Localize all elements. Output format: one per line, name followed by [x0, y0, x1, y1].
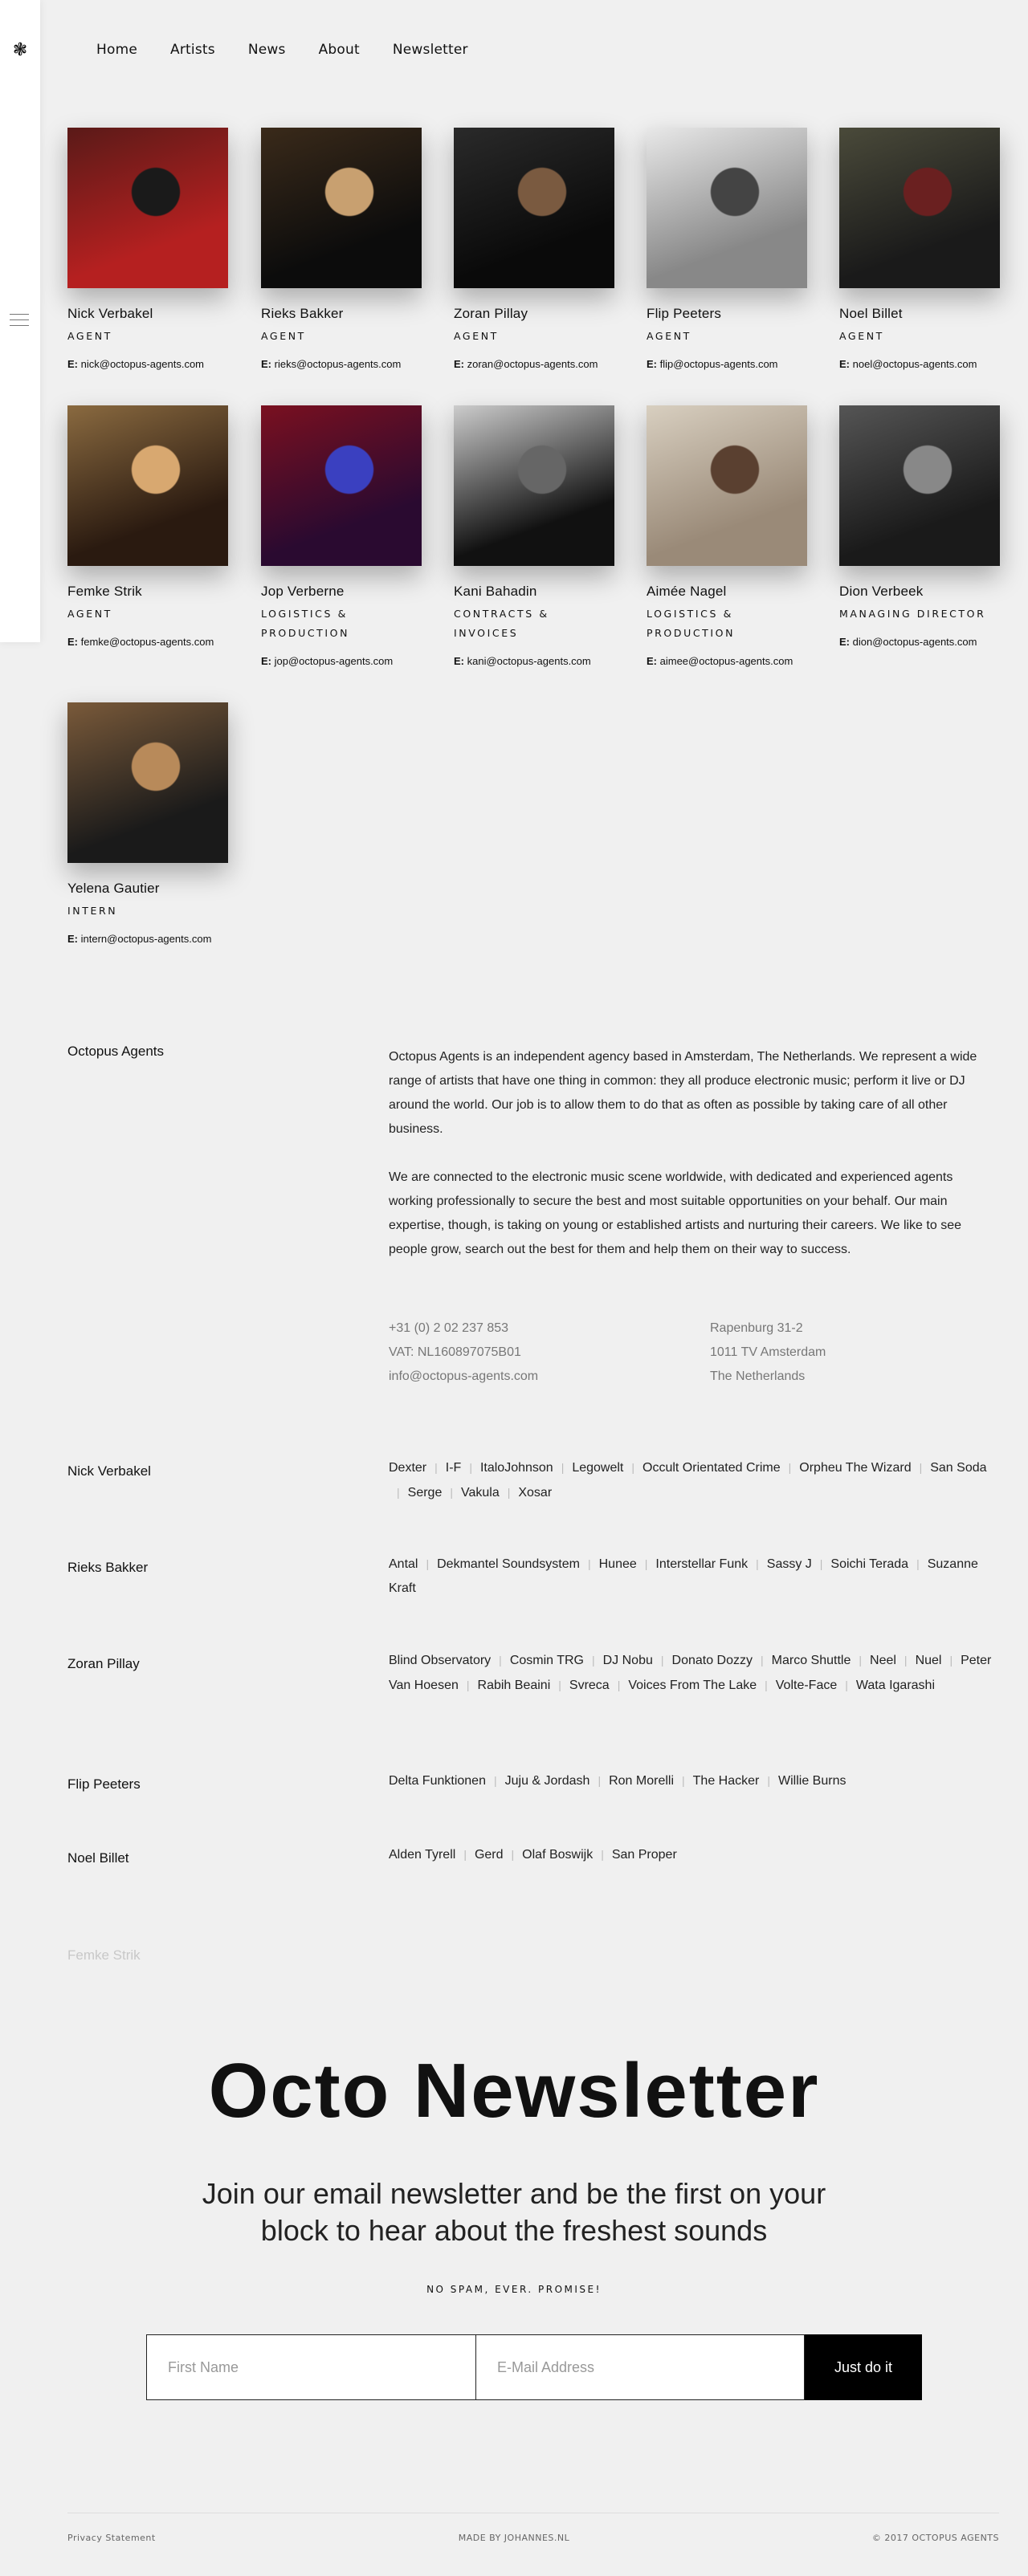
artist-link[interactable]: Legowelt — [572, 1461, 624, 1475]
privacy-link[interactable]: Privacy Statement — [67, 2533, 156, 2543]
artist-separator: | — [558, 1679, 561, 1691]
team-name: Kani Bahadin — [454, 584, 537, 599]
team-card — [261, 405, 422, 667]
roster-artists — [389, 1455, 999, 1505]
team-email[interactable]: E: noel@octopus-agents.com — [839, 358, 977, 370]
artist-link[interactable]: Gerd — [474, 1848, 504, 1862]
team-email[interactable]: E: femke@octopus-agents.com — [67, 636, 214, 648]
main-nav — [96, 42, 501, 58]
roster-artists — [389, 1768, 999, 1793]
team-email[interactable]: E: zoran@octopus-agents.com — [454, 358, 598, 370]
nav-news[interactable]: News — [247, 42, 286, 58]
team-card — [839, 128, 1000, 370]
artist-link[interactable]: Soichi Terada — [830, 1557, 909, 1571]
octopus-logo-icon[interactable]: ❃ — [12, 40, 28, 60]
artist-link[interactable]: The Hacker — [692, 1774, 760, 1788]
team-email[interactable]: E: aimee@octopus-agents.com — [647, 655, 793, 667]
artist-link[interactable]: Dexter — [389, 1461, 427, 1475]
team-name: Aimée Nagel — [647, 584, 727, 599]
address-city: 1011 TV Amsterdam — [710, 1345, 826, 1359]
artist-separator: | — [469, 1461, 472, 1474]
artist-separator: | — [845, 1679, 848, 1691]
artist-link[interactable]: San Proper — [611, 1848, 677, 1862]
team-card — [647, 405, 807, 667]
about-heading: Octopus Agents — [67, 1044, 165, 1059]
team-name: Dion Verbeek — [839, 584, 924, 599]
made-by-link[interactable]: MADE BY JOHANNES.NL — [458, 2533, 570, 2543]
artist-separator: | — [561, 1461, 565, 1474]
about-paragraph: We are connected to the electronic music scene worldwide, with dedicated and experienced agents working professionally to secure the best and most suitable opportunities on your behalf. Our main expertise, though, is taking on young or established artists and nurturing their careers. We like to see people grow, search out the best for them and help them on their way to success. — [389, 1170, 961, 1256]
nav-about[interactable]: About — [318, 42, 360, 58]
artist-separator: | — [660, 1654, 664, 1666]
team-card — [67, 128, 228, 370]
artist-separator: | — [631, 1461, 635, 1474]
team-role: AGENT — [67, 608, 112, 620]
artist-separator: | — [434, 1461, 438, 1474]
team-email[interactable]: E: jop@octopus-agents.com — [261, 655, 394, 667]
newsletter-subtitle: Join our email newsletter and be the first on your block to hear about the freshest sounds — [202, 2177, 826, 2247]
team-name: Yelena Gautier — [67, 881, 160, 896]
team-photo[interactable] — [647, 128, 807, 288]
artist-link[interactable]: DJ Nobu — [602, 1654, 653, 1667]
artist-separator: | — [507, 1486, 511, 1499]
artist-link[interactable]: Cosmin TRG — [509, 1654, 584, 1667]
artist-link[interactable]: Juju & Jordash — [504, 1774, 590, 1788]
roster-agent: Flip Peeters — [67, 1776, 141, 1792]
address-street: Rapenburg 31-2 — [710, 1321, 803, 1335]
artist-link[interactable]: Delta Funktionen — [389, 1774, 486, 1788]
roster-agent: Zoran Pillay — [67, 1656, 140, 1671]
team-card — [261, 128, 422, 370]
artist-link[interactable]: Volte-Face — [775, 1679, 838, 1692]
menu-icon[interactable] — [10, 309, 29, 328]
newsletter-note: NO SPAM, EVER. PROMISE! — [426, 2284, 602, 2295]
team-photo[interactable] — [67, 405, 228, 566]
team-role: LOGISTICS & PRODUCTION — [647, 608, 736, 639]
nav-artists[interactable]: Artists — [170, 42, 215, 58]
artist-link[interactable]: Alden Tyrell — [389, 1848, 456, 1862]
artist-separator: | — [682, 1774, 685, 1787]
artist-separator: | — [761, 1654, 764, 1666]
artist-link[interactable]: Hunee — [598, 1557, 637, 1571]
team-photo[interactable] — [261, 405, 422, 566]
artist-separator: | — [466, 1679, 470, 1691]
artist-separator: | — [644, 1557, 648, 1570]
team-role: INTERN — [67, 905, 118, 917]
team-name: Jop Verberne — [261, 584, 345, 599]
team-card — [647, 128, 807, 370]
artist-link[interactable]: Nuel — [915, 1654, 942, 1667]
team-photo[interactable] — [67, 702, 228, 863]
nav-home[interactable]: Home — [96, 42, 138, 58]
artist-separator: | — [765, 1679, 768, 1691]
artist-link[interactable]: Ron Morelli — [609, 1774, 675, 1788]
artist-link[interactable]: San Soda — [930, 1461, 987, 1475]
artist-separator: | — [598, 1774, 602, 1787]
vat-number: VAT: NL160897075B01 — [389, 1345, 521, 1359]
artist-link[interactable]: Wata Igarashi — [855, 1679, 935, 1692]
roster-agent: Rieks Bakker — [67, 1560, 149, 1575]
artist-link[interactable]: Blind Observatory — [389, 1654, 492, 1667]
team-email[interactable]: E: flip@octopus-agents.com — [647, 358, 778, 370]
artist-link[interactable]: Peter Van Hoesen — [389, 1654, 992, 1692]
artist-link[interactable]: Rabih Beaini — [477, 1679, 551, 1692]
artist-link[interactable]: Xosar — [518, 1486, 553, 1500]
team-name: Rieks Bakker — [261, 306, 344, 321]
team-role: AGENT — [647, 330, 691, 342]
artist-separator: | — [587, 1557, 591, 1570]
roster-agent: Nick Verbakel — [67, 1463, 151, 1479]
team-photo[interactable] — [261, 128, 422, 288]
artist-link[interactable]: I-F — [445, 1461, 462, 1475]
artist-link[interactable]: Svreca — [569, 1679, 610, 1692]
artist-separator: | — [426, 1557, 430, 1570]
subscribe-button[interactable]: Just do it — [805, 2334, 922, 2400]
team-photo[interactable] — [454, 405, 614, 566]
email-input[interactable] — [475, 2334, 805, 2400]
artist-link[interactable]: Occult Orientated Crime — [642, 1461, 781, 1475]
team-name: Nick Verbakel — [67, 306, 153, 321]
artist-separator: | — [601, 1848, 604, 1861]
artist-separator: | — [788, 1461, 792, 1474]
artist-link[interactable]: Willie Burns — [778, 1774, 846, 1788]
artist-separator: | — [904, 1654, 908, 1666]
artist-separator: | — [919, 1461, 923, 1474]
team-role: AGENT — [261, 330, 306, 342]
team-role: CONTRACTS & INVOICES — [454, 608, 549, 639]
artist-separator: | — [450, 1486, 453, 1499]
team-role: AGENT — [67, 330, 112, 342]
team-name: Noel Billet — [839, 306, 903, 321]
team-photo[interactable] — [454, 128, 614, 288]
artist-separator: | — [949, 1654, 953, 1666]
team-role: AGENT — [839, 330, 884, 342]
team-email[interactable]: E: rieks@octopus-agents.com — [261, 358, 402, 370]
team-email[interactable]: E: intern@octopus-agents.com — [67, 933, 212, 945]
nav-newsletter[interactable]: Newsletter — [392, 42, 468, 58]
artist-link[interactable]: Serge — [407, 1486, 443, 1500]
artist-separator: | — [511, 1848, 515, 1861]
contact-email[interactable]: info@octopus-agents.com — [389, 1369, 539, 1383]
team-name: Flip Peeters — [647, 306, 722, 321]
team-name: Zoran Pillay — [454, 306, 528, 321]
roster-artists — [389, 1552, 999, 1601]
team-card — [454, 128, 614, 370]
team-role: MANAGING DIRECTOR — [839, 608, 986, 620]
team-card — [67, 405, 228, 648]
artist-link[interactable]: Vakula — [460, 1486, 500, 1500]
sidebar — [0, 0, 40, 642]
team-card — [67, 702, 228, 945]
artist-link[interactable]: ItaloJohnson — [479, 1461, 553, 1475]
newsletter-title: Octo Newsletter — [208, 2048, 820, 2134]
team-photo[interactable] — [839, 128, 1000, 288]
artist-separator: | — [493, 1774, 497, 1787]
artist-separator: | — [397, 1486, 400, 1499]
phone-number[interactable]: +31 (0) 2 02 237 853 — [389, 1321, 509, 1335]
team-role: LOGISTICS & PRODUCTION — [261, 608, 350, 639]
artist-link[interactable]: Voices From The Lake — [628, 1679, 757, 1692]
roster-agent: Femke Strik — [67, 1947, 141, 1963]
team-email[interactable]: E: nick@octopus-agents.com — [67, 358, 205, 370]
artist-separator: | — [499, 1654, 502, 1666]
roster-artists — [389, 1842, 999, 1867]
about-text — [389, 1045, 999, 1286]
artist-separator: | — [756, 1557, 759, 1570]
team-email[interactable]: E: dion@octopus-agents.com — [839, 636, 977, 648]
team-email[interactable]: E: kani@octopus-agents.com — [454, 655, 591, 667]
roster-artists — [389, 1648, 999, 1698]
artist-separator: | — [859, 1654, 863, 1666]
artist-separator: | — [767, 1774, 770, 1787]
artist-separator: | — [916, 1557, 920, 1570]
artist-separator: | — [819, 1557, 823, 1570]
artist-separator: | — [591, 1654, 595, 1666]
artist-link[interactable]: Antal — [389, 1557, 418, 1571]
artist-link[interactable]: Suzanne Kraft — [389, 1557, 978, 1595]
artist-link[interactable]: Interstellar Funk — [655, 1557, 749, 1571]
artist-link[interactable]: Donato Dozzy — [671, 1654, 753, 1667]
team-photo[interactable] — [647, 405, 807, 566]
artist-link[interactable]: Marco Shuttle — [771, 1654, 851, 1667]
artist-link[interactable]: Neel — [870, 1654, 896, 1667]
artist-link[interactable]: Dekmantel Soundsystem — [437, 1557, 580, 1571]
team-card — [454, 405, 614, 667]
team-card — [839, 405, 1000, 648]
team-photo[interactable] — [67, 128, 228, 288]
address — [710, 1316, 826, 1389]
team-photo[interactable] — [839, 405, 1000, 566]
team-name: Femke Strik — [67, 584, 142, 599]
artist-link[interactable]: Olaf Boswijk — [522, 1848, 594, 1862]
team-role: AGENT — [454, 330, 499, 342]
roster-agent: Noel Billet — [67, 1850, 129, 1866]
about-paragraph: Octopus Agents is an independent agency based in Amsterdam, The Netherlands. We represent a wide range of artists that have one thing in common: they all produce electronic music; perform it live or DJ around the world. Our job is to allow them to do that as often as possible by taking care of all other business. — [389, 1050, 977, 1136]
newsletter-form — [146, 2334, 922, 2400]
first-name-input[interactable] — [146, 2334, 475, 2400]
copyright: © 2017 OCTOPUS AGENTS — [871, 2533, 999, 2543]
artist-separator: | — [617, 1679, 621, 1691]
artist-link[interactable]: Sassy J — [766, 1557, 812, 1571]
contact-details — [389, 1316, 538, 1389]
address-country: The Netherlands — [710, 1369, 806, 1383]
artist-link[interactable]: Orpheu The Wizard — [799, 1461, 912, 1475]
artist-separator: | — [463, 1848, 467, 1861]
